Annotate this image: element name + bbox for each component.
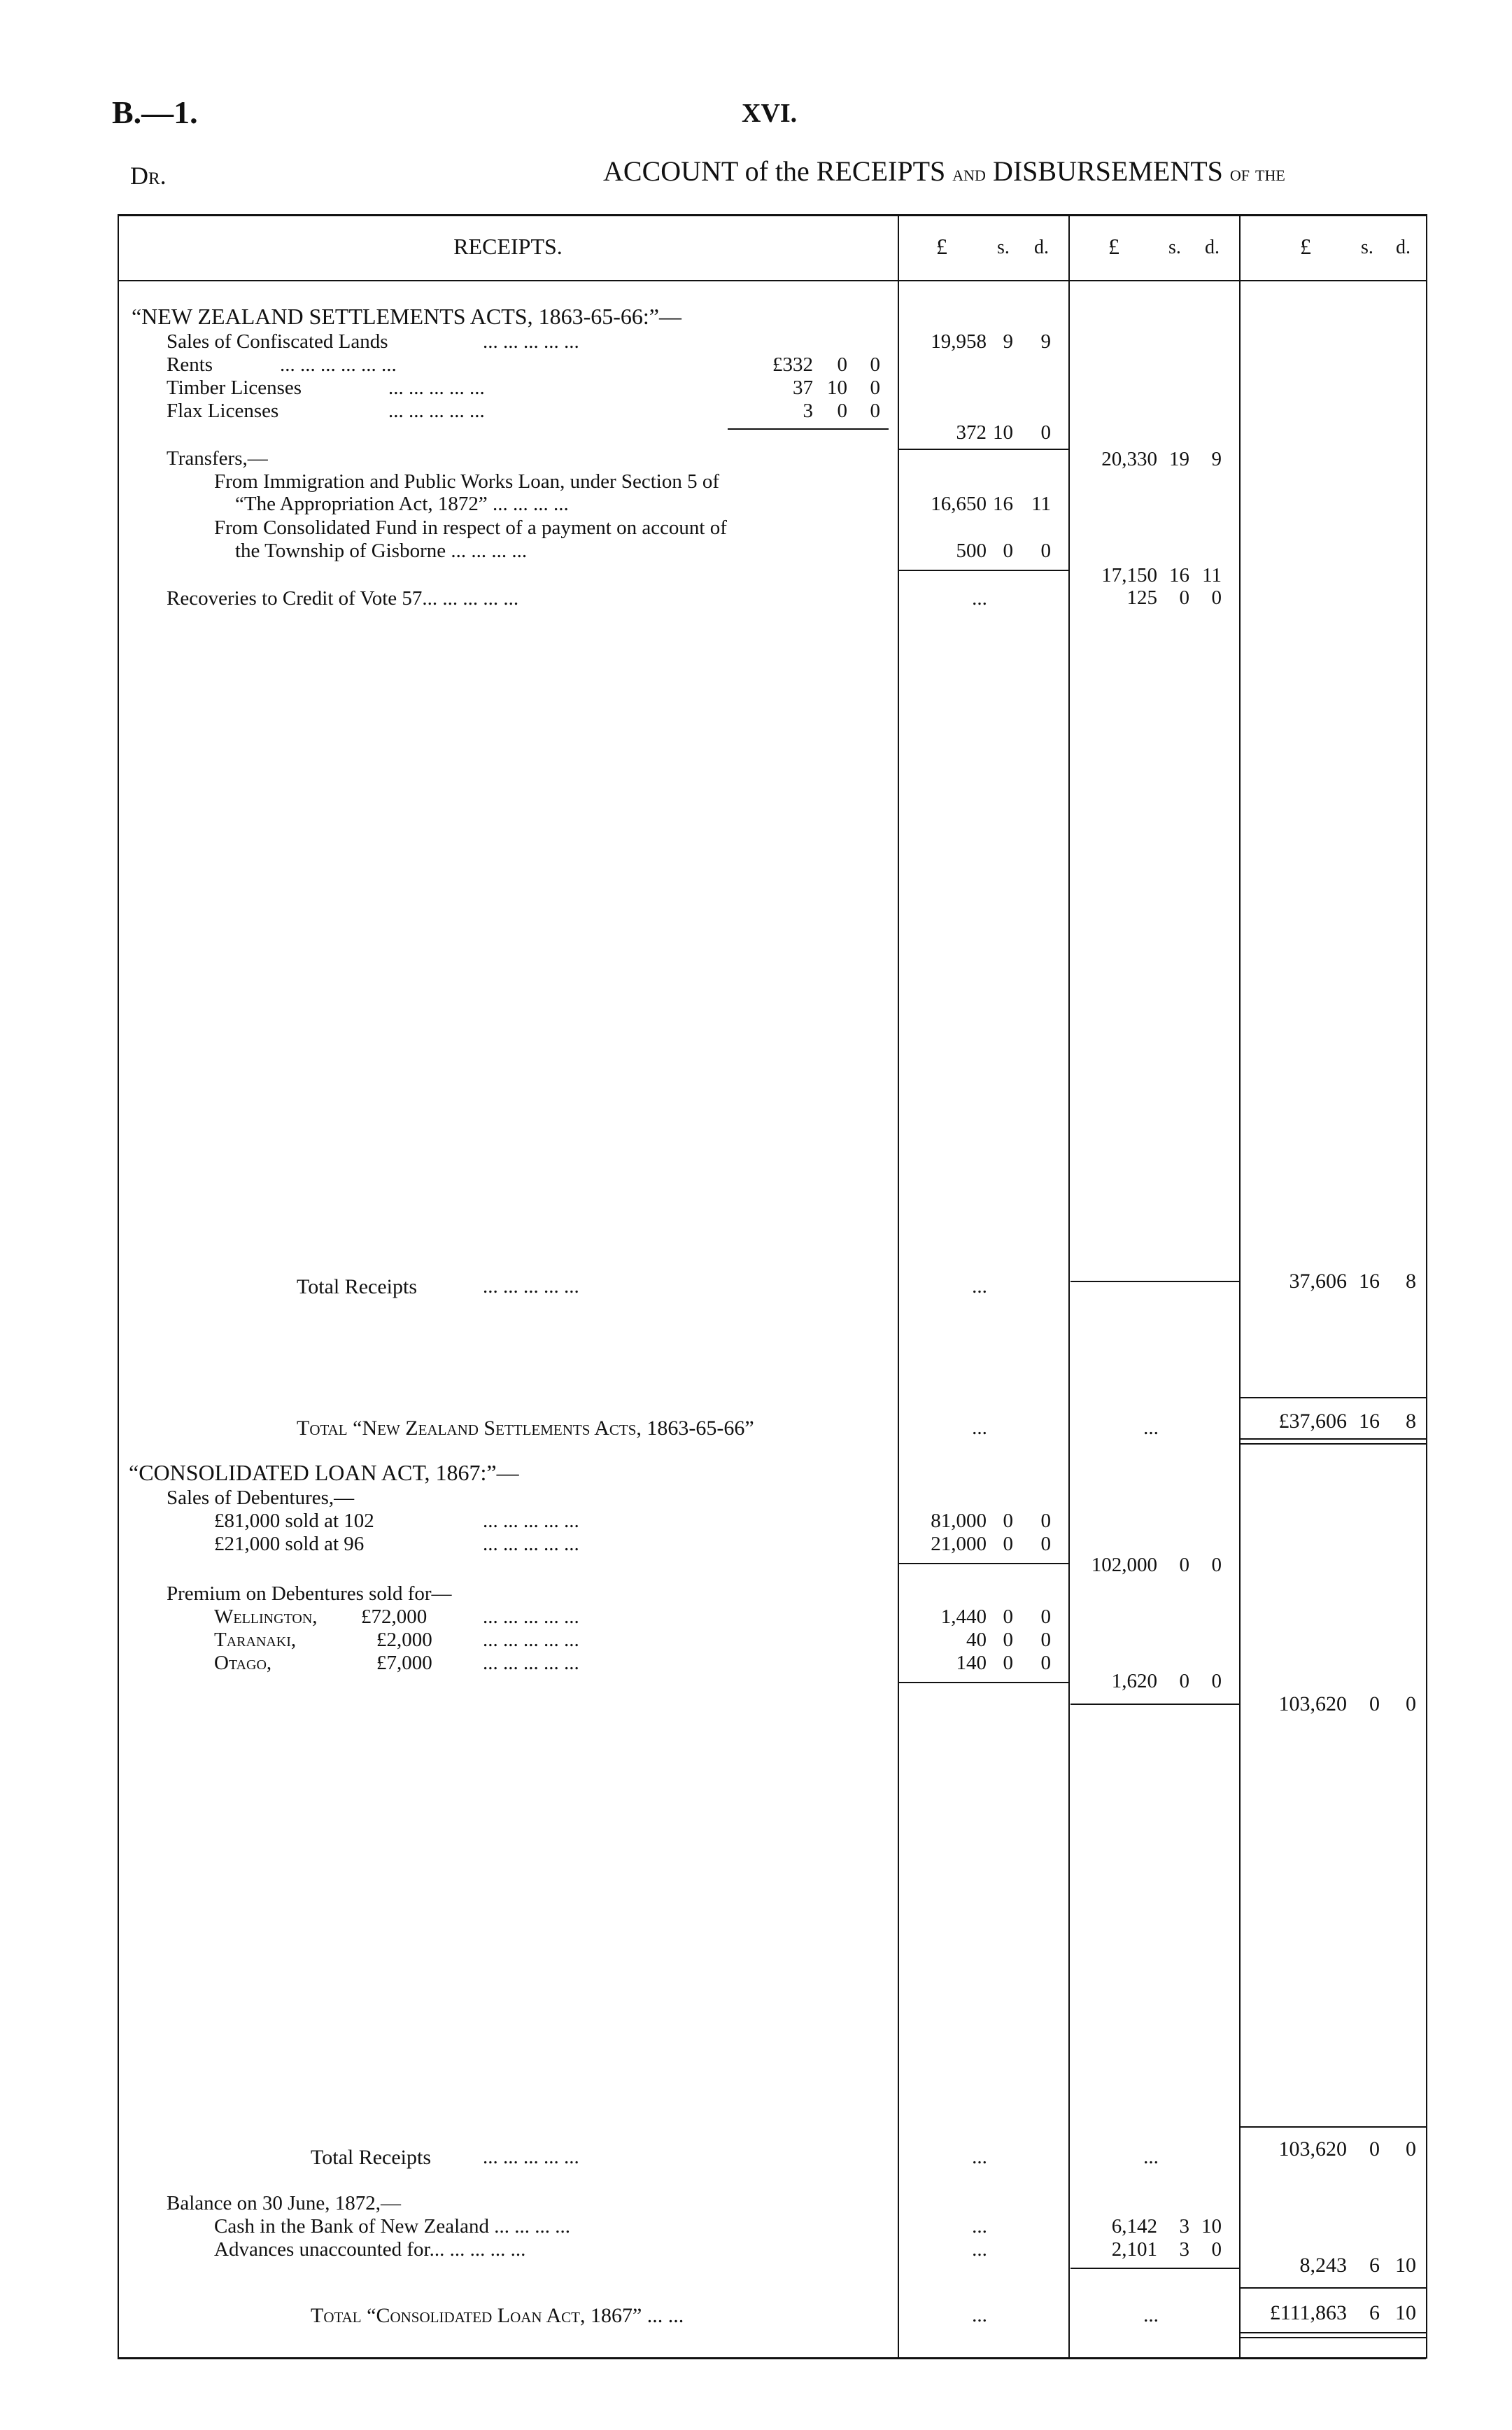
prem3-pence: 0 (1040, 1652, 1051, 1674)
deb1-label: £81,000 sold at 102 (214, 1510, 374, 1532)
rents-inline-pounds: £332 (772, 353, 813, 376)
deb-total-pounds: 102,000 (1091, 1554, 1157, 1576)
loan-grand-pence: 10 (1395, 2301, 1416, 2324)
sales-label: Sales of Confiscated Lands (167, 330, 388, 353)
loan-total-receipts-pounds: 103,620 (1278, 2137, 1347, 2161)
title-part-of-the: of the (1229, 160, 1285, 185)
prem3-shillings: 0 (1003, 1652, 1013, 1674)
transfer1-pence: 11 (1031, 493, 1051, 515)
premium-label: Premium on Debentures sold for— (167, 1582, 452, 1605)
column-divider-2 (1068, 214, 1070, 2359)
header-bottom-rule (118, 280, 1426, 281)
prem3-pounds: 140 (956, 1652, 987, 1674)
col1-sum-rule-3 (899, 1563, 1068, 1564)
transfer2-line1: From Consolidated Fund in respect of a payment on account of (214, 517, 727, 539)
balance-label: Balance on 30 June, 1872,— (167, 2192, 402, 2214)
prem2-amount: £2,000 (376, 1629, 432, 1651)
settlements-total-col1-placeholder: ... (972, 1275, 987, 1298)
transfer2-shillings: 0 (1003, 540, 1013, 562)
column-divider-1 (898, 214, 899, 2359)
balance-total-pence: 10 (1395, 2254, 1416, 2277)
timber-inline-pence: 0 (870, 377, 880, 399)
timber-label: Timber Licenses (167, 377, 302, 399)
rents-inline-pence: 0 (870, 353, 880, 376)
loan-grand-col1-placeholder: ... (972, 2304, 987, 2326)
prem2-name: Taranaki, (214, 1629, 297, 1651)
transfer2-pounds: 500 (956, 540, 987, 562)
col3-pence-header: d. (1396, 237, 1411, 258)
transfer2-line2: the Township of Gisborne ... ... ... ... (235, 540, 528, 562)
loan-total-receipts-pence: 0 (1406, 2137, 1416, 2161)
loan-subtotal-pounds: 103,620 (1278, 1692, 1347, 1715)
loan-subtotal-pence: 0 (1406, 1692, 1416, 1715)
timber-dots: ... ... ... ... ... (388, 377, 485, 399)
timber-inline-shillings: 10 (827, 377, 847, 399)
prem3-amount: £7,000 (376, 1652, 432, 1674)
settlements-grand-shillings: 16 (1359, 1410, 1380, 1433)
prem1-pence: 0 (1040, 1606, 1051, 1628)
balance-total-shillings: 6 (1369, 2254, 1380, 2277)
settlements-grand-pounds: £37,606 (1278, 1410, 1347, 1433)
loan-total-receipts-label: Total Receipts (311, 2146, 432, 2169)
col2-sum-rule-2 (1071, 1704, 1239, 1705)
flax-inline-pence: 0 (870, 400, 880, 422)
loan-grand-pounds: £111,863 (1269, 2301, 1347, 2324)
title-part-and: and (952, 160, 986, 185)
deb1-dots: ... ... ... ... ... (483, 1510, 579, 1532)
prem1-pounds: 1,440 (940, 1606, 987, 1628)
table-bottom-rule (118, 2357, 1426, 2359)
loan-total-receipts-dots: ... ... ... ... ... (483, 2146, 579, 2168)
col3-shillings-header: s. (1361, 237, 1373, 258)
sales-pence: 9 (1040, 330, 1051, 353)
settlements-total-receipts-pence: 8 (1406, 1270, 1416, 1293)
settlements-total-receipts-pounds: 37,606 (1289, 1270, 1347, 1293)
table-right-border (1426, 214, 1427, 2359)
prem1-shillings: 0 (1003, 1606, 1013, 1628)
settlements-grand-col1-placeholder: ... (972, 1417, 987, 1439)
prem2-shillings: 0 (1003, 1629, 1013, 1651)
licenses-sum-rule (728, 428, 889, 430)
licenses-total-pounds: 372 (956, 421, 987, 444)
sales-shillings: 9 (1003, 330, 1013, 353)
deb2-pence: 0 (1040, 1533, 1051, 1555)
subtotal1-pence: 9 (1211, 448, 1222, 470)
cash-pence: 10 (1201, 2215, 1222, 2238)
col1-sum-rule-4 (899, 1682, 1068, 1683)
deb-total-shillings: 0 (1179, 1554, 1189, 1576)
cash-pounds: 6,142 (1111, 2215, 1157, 2238)
subtotal1-shillings: 19 (1169, 448, 1189, 470)
loan-total-col2-placeholder: ... (1143, 2146, 1159, 2168)
deb1-pounds: 81,000 (931, 1510, 987, 1532)
settlements-total-receipts-label: Total Receipts (297, 1275, 418, 1298)
rents-inline-shillings: 0 (837, 353, 847, 376)
col2-pence-header: d. (1205, 237, 1220, 258)
settlements-grand-pence: 8 (1406, 1410, 1416, 1433)
rents-label: Rents (167, 353, 213, 376)
rents-dots: ... ... ... ... ... ... (280, 353, 397, 376)
settlements-heading: “NEW ZEALAND SETTLEMENTS ACTS, 1863-65-66:”— (132, 304, 681, 329)
col2-sum-rule-3 (1071, 2268, 1239, 2269)
advances-shillings: 3 (1179, 2238, 1189, 2261)
subtotal2-shillings: 16 (1169, 564, 1189, 587)
flax-inline-shillings: 0 (837, 400, 847, 422)
col1-pound-header: £ (936, 234, 947, 259)
subtotal1-pounds: 20,330 (1101, 448, 1157, 470)
balance-total-pounds: 8,243 (1299, 2254, 1347, 2277)
col1-sum-rule-1 (899, 449, 1068, 450)
receipts-column-header: RECEIPTS. (453, 234, 563, 259)
loan-grand-shillings: 6 (1369, 2301, 1380, 2324)
transfer2-pence: 0 (1040, 540, 1051, 562)
settlements-grand-label: Total “New Zealand Settlements Acts, 1863-65-66” (297, 1417, 754, 1440)
licenses-total-shillings: 10 (993, 421, 1013, 444)
subtotal2-pounds: 17,150 (1101, 564, 1157, 587)
table-top-rule (118, 214, 1426, 216)
prem1-dots: ... ... ... ... ... (483, 1606, 579, 1628)
recoveries-col1-placeholder: ... (972, 587, 987, 610)
sales-pounds: 19,958 (931, 330, 987, 353)
deb2-shillings: 0 (1003, 1533, 1013, 1555)
col3-pound-header: £ (1300, 234, 1311, 259)
subtotal2-pence: 11 (1202, 564, 1222, 587)
prem2-pounds: 40 (966, 1629, 987, 1651)
deb2-dots: ... ... ... ... ... (483, 1533, 579, 1555)
deb-total-pence: 0 (1211, 1554, 1222, 1576)
page-number: XVI. (742, 99, 798, 128)
col3-double-rule-1b (1241, 1443, 1426, 1445)
recoveries-label: Recoveries to Credit of Vote 57... ... ... ... ... (167, 587, 519, 610)
col3-sum-rule-2 (1241, 2126, 1426, 2128)
col2-shillings-header: s. (1168, 237, 1181, 258)
recoveries-pence: 0 (1211, 587, 1222, 609)
loan-total-receipts-shillings: 0 (1369, 2137, 1380, 2161)
deb1-pence: 0 (1040, 1510, 1051, 1532)
deb2-pounds: 21,000 (931, 1533, 987, 1555)
loan-total-col1-placeholder: ... (972, 2146, 987, 2168)
loan-grand-col2-placeholder: ... (1143, 2304, 1159, 2326)
column-divider-3 (1239, 214, 1241, 2359)
title-part-disbursements: DISBURSEMENTS (992, 155, 1223, 187)
licenses-total-pence: 0 (1040, 421, 1051, 444)
cash-col1-placeholder: ... (972, 2215, 987, 2238)
advances-pence: 0 (1211, 2238, 1222, 2261)
advances-col1-placeholder: ... (972, 2238, 987, 2261)
advances-label: Advances unaccounted for... ... ... ... ... (214, 2238, 526, 2261)
transfers-label: Transfers,— (167, 447, 268, 470)
prem-total-pounds: 1,620 (1111, 1670, 1157, 1692)
table-left-border (118, 214, 119, 2359)
prem1-amount: £72,000 (361, 1606, 428, 1628)
cash-shillings: 3 (1179, 2215, 1189, 2238)
document-reference: B.—1. (112, 94, 198, 130)
recoveries-pounds: 125 (1126, 587, 1157, 609)
col2-sum-rule-1 (1071, 1281, 1239, 1282)
settlements-grand-col2-placeholder: ... (1143, 1417, 1159, 1439)
loan-grand-label: Total “Consolidated Loan Act, 1867” ... ... (311, 2304, 684, 2327)
page-title (603, 157, 1285, 185)
transfer1-line2: “The Appropriation Act, 1872” ... ... ... ... (235, 493, 569, 515)
col1-pence-header: d. (1034, 237, 1049, 258)
settlements-total-receipts-shillings: 16 (1359, 1270, 1380, 1293)
sales-dots: ... ... ... ... ... (483, 330, 579, 353)
flax-inline-pounds: 3 (803, 400, 813, 422)
prem3-name: Otago, (214, 1652, 272, 1674)
col2-pound-header: £ (1108, 234, 1119, 259)
flax-label: Flax Licenses (167, 400, 279, 422)
prem2-dots: ... ... ... ... ... (483, 1629, 579, 1651)
deb2-label: £21,000 sold at 96 (214, 1533, 365, 1555)
col3-sum-rule-1 (1241, 1397, 1426, 1398)
prem-total-pence: 0 (1211, 1670, 1222, 1692)
prem3-dots: ... ... ... ... ... (483, 1652, 579, 1674)
loan-subtotal-shillings: 0 (1369, 1692, 1380, 1715)
col1-shillings-header: s. (997, 237, 1010, 258)
col3-double-rule-2b (1241, 2337, 1426, 2338)
debit-marker: Dr. (130, 162, 167, 190)
col3-double-rule-1a (1241, 1438, 1426, 1440)
transfer1-shillings: 16 (993, 493, 1013, 515)
cash-label: Cash in the Bank of New Zealand ... ... ... ... (214, 2215, 571, 2238)
prem1-name: Wellington, (214, 1606, 318, 1628)
settlements-total-receipts-dots: ... ... ... ... ... (483, 1275, 579, 1298)
deb1-shillings: 0 (1003, 1510, 1013, 1532)
debentures-label: Sales of Debentures,— (167, 1487, 355, 1509)
transfer1-pounds: 16,650 (931, 493, 987, 515)
flax-dots: ... ... ... ... ... (388, 400, 485, 422)
advances-pounds: 2,101 (1111, 2238, 1157, 2261)
col1-sum-rule-2 (899, 570, 1068, 571)
prem-total-shillings: 0 (1179, 1670, 1189, 1692)
prem2-pence: 0 (1040, 1629, 1051, 1651)
recoveries-shillings: 0 (1179, 587, 1189, 609)
loan-heading: “CONSOLIDATED LOAN ACT, 1867:”— (129, 1460, 519, 1485)
col3-double-rule-2a (1241, 2332, 1426, 2333)
col3-sum-rule-3 (1241, 2287, 1426, 2289)
transfer1-line1: From Immigration and Public Works Loan, under Section 5 of (214, 470, 720, 493)
title-part-receipts: ACCOUNT of the RECEIPTS (603, 155, 946, 187)
timber-inline-pounds: 37 (793, 377, 813, 399)
